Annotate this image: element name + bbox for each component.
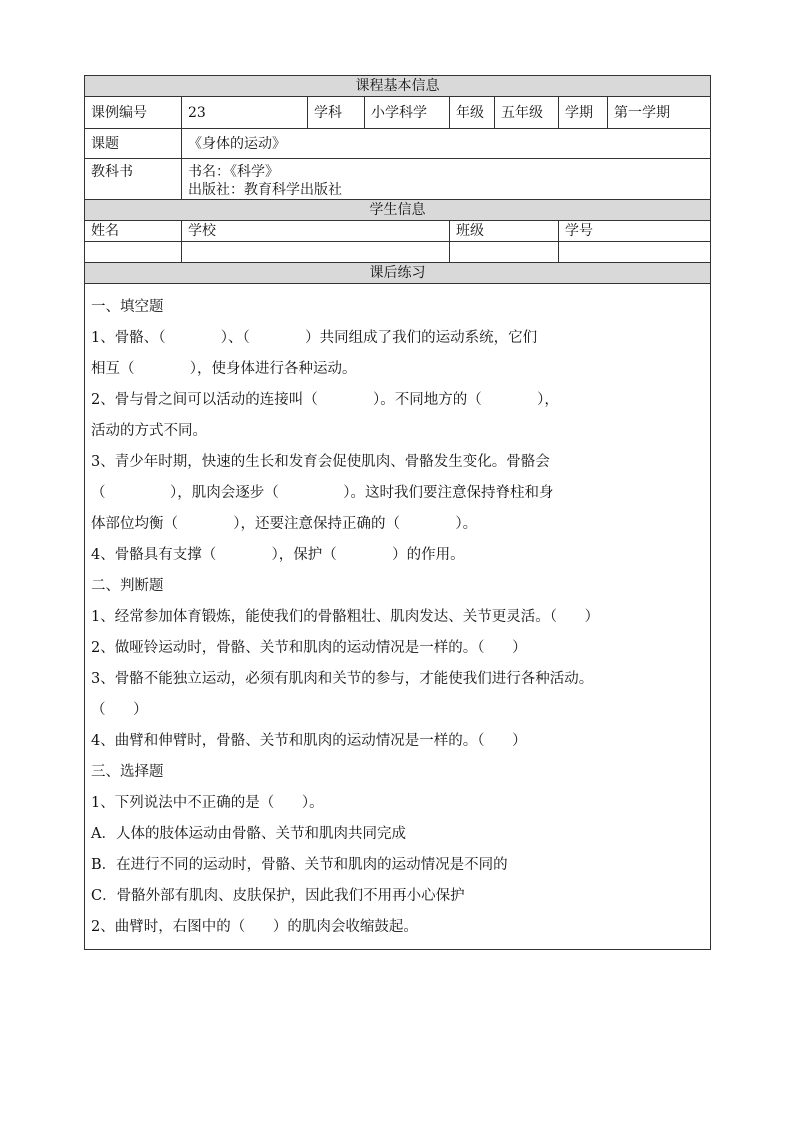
student-school-label: 学校 xyxy=(182,221,450,242)
topic-value: 《身体的运动》 xyxy=(182,129,711,159)
grade-value: 五年级 xyxy=(495,97,559,129)
student-name-field[interactable] xyxy=(85,242,182,263)
fill-blank-q1-line2: 相互（ ），使身体进行各种运动。 xyxy=(91,361,357,377)
textbook-details xyxy=(182,159,711,200)
student-id-label: 学号 xyxy=(559,221,711,242)
textbook-label: 教科书 xyxy=(85,159,182,200)
grade-label: 年级 xyxy=(450,97,495,129)
textbook-name: 书名：《科学》 xyxy=(188,164,279,180)
true-false-q2: 2、做哑铃运动时，骨骼、关节和肌肉的运动情况是一样的。（ ） xyxy=(91,640,527,656)
section-choice-title: 三、选择题 xyxy=(91,764,164,780)
fill-blank-q2-line2: 活动的方式不同。 xyxy=(91,423,207,439)
term-label: 学期 xyxy=(559,97,608,129)
choice-q1-option-a: A．人体的肢体运动由骨骼、关节和肌肉共同完成 xyxy=(91,826,406,842)
fill-blank-q4: 4、骨骼具有支撑（ ），保护（ ）的作用。 xyxy=(91,547,465,563)
section-fill-blank-title: 一、填空题 xyxy=(91,299,164,315)
subject-value: 小学科学 xyxy=(365,97,450,129)
student-school-field[interactable] xyxy=(182,242,450,263)
choice-q1-option-b: B．在进行不同的运动时，骨骼、关节和肌肉的运动情况是不同的 xyxy=(91,857,508,873)
true-false-q3-line2: （ ） xyxy=(91,702,148,718)
topic-label: 课题 xyxy=(85,129,182,159)
choice-q2: 2、曲臂时，右图中的（ ）的肌肉会收缩鼓起。 xyxy=(91,919,418,935)
fill-blank-q1-line1: 1、骨骼、（ ）、（ ）共同组成了我们的运动系统，它们 xyxy=(91,330,538,346)
fill-blank-q2-line1: 2、骨与骨之间可以活动的连接叫（ ）。不同地方的（ ）， xyxy=(91,392,559,408)
true-false-q3-line1: 3、骨骼不能独立运动，必须有肌肉和关节的参与，才能使我们进行各种活动。 xyxy=(91,671,594,687)
case-no-label: 课例编号 xyxy=(85,97,182,129)
course-sheet xyxy=(84,75,710,950)
exercises-header: 课后练习 xyxy=(85,263,711,284)
subject-label: 学科 xyxy=(308,97,365,129)
student-id-field[interactable] xyxy=(559,242,711,263)
exercises-body xyxy=(85,284,711,950)
student-info-header: 学生信息 xyxy=(85,200,711,221)
student-class-field[interactable] xyxy=(450,242,559,263)
student-class-label: 班级 xyxy=(450,221,559,242)
true-false-q4: 4、曲臂和伸臂时，骨骼、关节和肌肉的运动情况是一样的。（ ） xyxy=(91,733,527,749)
term-value: 第一学期 xyxy=(608,97,711,129)
fill-blank-q3-line2: （ ），肌肉会逐步（ ）。这时我们要注意保持脊柱和身 xyxy=(91,485,554,501)
fill-blank-q3-line1: 3、青少年时期，快速的生长和发育会促使肌肉、骨骼发生变化。骨骼会 xyxy=(91,454,550,470)
true-false-q1: 1、经常参加体育锻炼，能使我们的骨骼粗壮、肌肉发达、关节更灵活。（ ） xyxy=(91,609,600,625)
choice-q1-option-c: C．骨骼外部有肌肉、皮肤保护，因此我们不用再小心保护 xyxy=(91,888,465,904)
course-table xyxy=(84,75,711,950)
student-name-label: 姓名 xyxy=(85,221,182,242)
fill-blank-q3-line3: 体部位均衡（ ），还要注意保持正确的（ ）。 xyxy=(91,516,478,532)
course-info-header: 课程基本信息 xyxy=(85,76,711,97)
choice-q1: 1、下列说法中不正确的是（ ）。 xyxy=(91,795,324,811)
case-no-value: 23 xyxy=(182,97,308,129)
textbook-publisher: 出版社：教育科学出版社 xyxy=(188,182,342,198)
section-true-false-title: 二、判断题 xyxy=(91,578,164,594)
